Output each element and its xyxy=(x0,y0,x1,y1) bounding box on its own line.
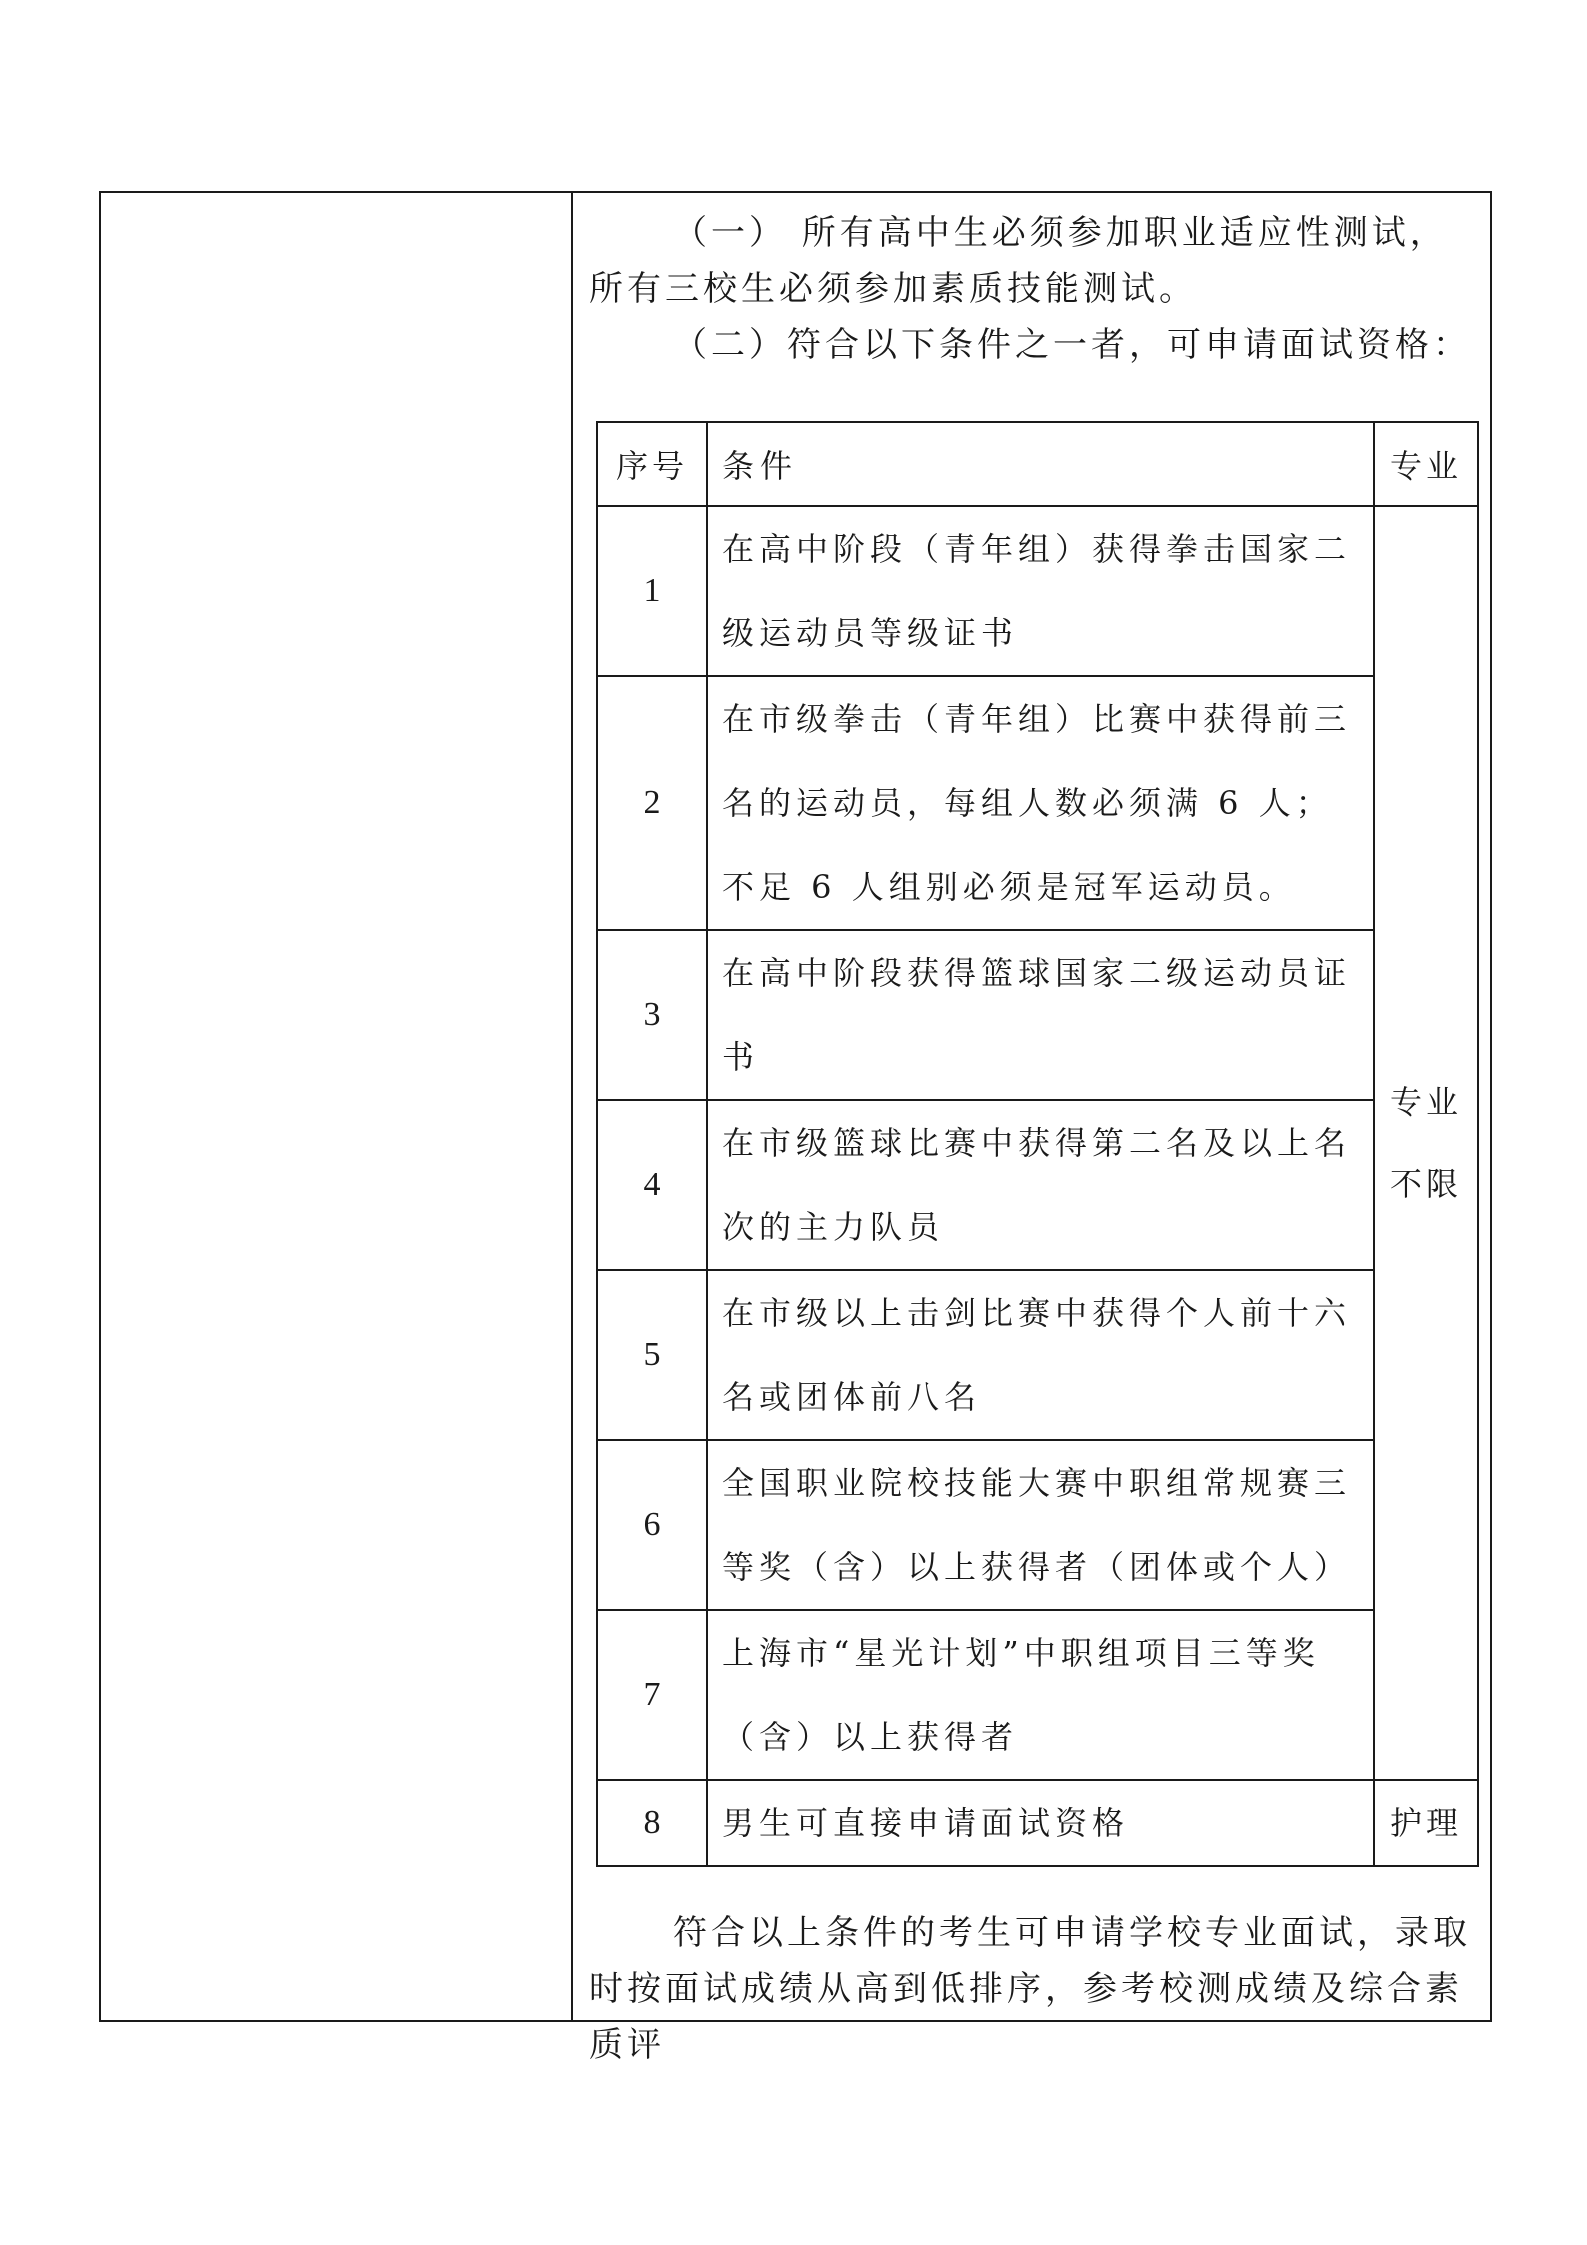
row-condition: 在市级拳击（青年组）比赛中获得前三名的运动员，每组人数必须满 6 人；不足 6 人组别必须是冠军运动员。 xyxy=(707,676,1374,930)
row-condition: 上海市“星光计划”中职组项目三等奖（含）以上获得者 xyxy=(707,1610,1374,1780)
row-number: 3 xyxy=(597,930,707,1100)
row-condition: 全国职业院校技能大赛中职组常规赛三等奖（含）以上获得者（团体或个人） xyxy=(707,1440,1374,1610)
table-row xyxy=(597,1780,1478,1866)
table-row xyxy=(597,1610,1478,1780)
row-condition: 在高中阶段（青年组）获得拳击国家二级运动员等级证书 xyxy=(707,506,1374,676)
conditions-table xyxy=(596,421,1479,1867)
table-row xyxy=(597,1270,1478,1440)
table-row xyxy=(597,506,1478,676)
row-condition: 在高中阶段获得篮球国家二级运动员证书 xyxy=(707,930,1374,1100)
table-row xyxy=(597,1100,1478,1270)
row-condition: 在市级以上击剑比赛中获得个人前十六名或团体前八名 xyxy=(707,1270,1374,1440)
major-line-2: 不限 xyxy=(1389,1165,1462,1203)
row-condition: 男生可直接申请面试资格 xyxy=(707,1780,1374,1866)
row-number: 6 xyxy=(597,1440,707,1610)
table-header-row xyxy=(597,422,1478,506)
major-unrestricted xyxy=(1374,506,1478,1780)
row-number: 7 xyxy=(597,1610,707,1780)
paragraph-interview-eligibility: （二）符合以下条件之一者，可申请面试资格： xyxy=(673,325,1471,365)
table-row xyxy=(597,1440,1478,1610)
header-condition: 条件 xyxy=(707,422,1374,506)
major-nursing: 护理 xyxy=(1374,1780,1478,1866)
row-number: 5 xyxy=(597,1270,707,1440)
row-number: 1 xyxy=(597,506,707,676)
paragraph-test-requirement: （一） 所有高中生必须参加职业适应性测试，所有三校生必须参加素质技能测试。 xyxy=(589,213,1448,309)
paragraph-admission-note: 符合以上条件的考生可申请学校专业面试，录取时按面试成绩从高到低排序，参考校测成绩及综合素质评 xyxy=(589,1913,1471,2065)
table-row xyxy=(597,676,1478,930)
header-no: 序号 xyxy=(597,422,707,506)
row-number: 4 xyxy=(597,1100,707,1270)
row-condition: 在市级篮球比赛中获得第二名及以上名次的主力队员 xyxy=(707,1100,1374,1270)
row-number: 2 xyxy=(597,676,707,930)
table-row xyxy=(597,930,1478,1100)
major-line-1: 专业 xyxy=(1389,1083,1462,1121)
row-number: 8 xyxy=(597,1780,707,1866)
header-major: 专业 xyxy=(1374,422,1478,506)
